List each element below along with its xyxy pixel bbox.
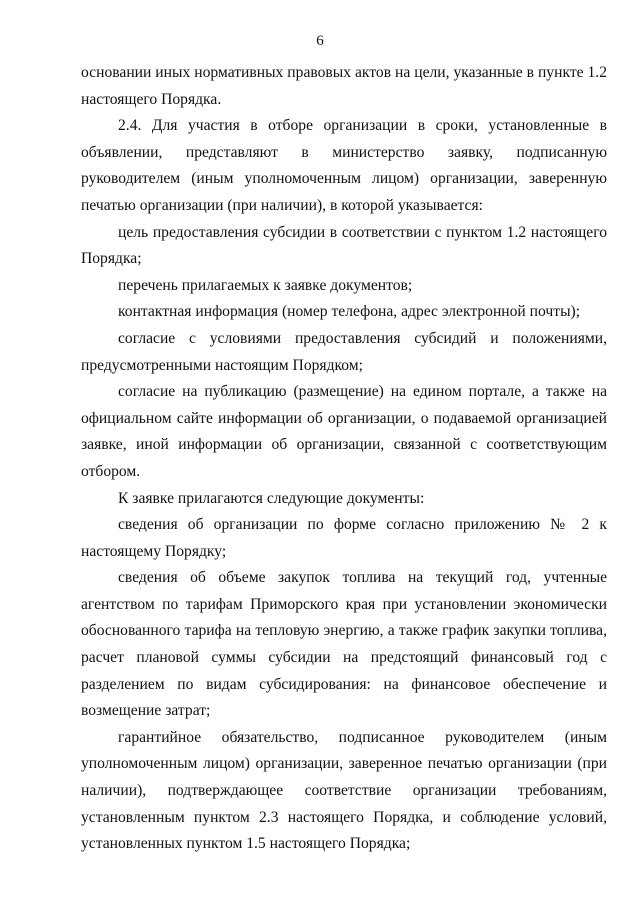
page-number: 6 xyxy=(316,33,324,49)
paragraph: основании иных нормативных правовых актов на цели, указанные в пункте 1.2 настоящего Порядка. xyxy=(81,64,607,108)
paragraph: гарантийное обязательство, подписанное руководителем (иным уполномоченным лицом) организации, заверенное печатью организации (при наличии), подтверждающее соответствие организации требованиям, установленным пунктом 2.3 настоящего Порядка, и соблюдение условий, установленных пунктом 1.5 настоящего Порядка; xyxy=(81,728,607,853)
paragraph: согласие с условиями предоставления субсидий и положениями, предусмотренными настоящим Порядком; xyxy=(81,329,607,374)
paragraph: К заявке прилагаются следующие документы: xyxy=(118,489,425,507)
paragraph: сведения об объеме закупок топлива на текущий год, учтенные агентством по тарифам Приморского края при установлении экономически обоснованного тарифа на тепловую энергию, а также график закупки топлива, расчет плановой суммы субсидии на предстоящий финансовый год с разделением по видам субсидирования: на финансовое обеспечение и возмещение затрат; xyxy=(81,569,607,720)
paragraph: согласие на публикацию (размещение) на едином портале, а также на официальном сайте информации об организации, о подаваемой организацией заявке, иной информации об организации, связанной с соответствующим отбором. xyxy=(81,383,607,480)
paragraph: перечень прилагаемых к заявке документов; xyxy=(118,276,413,294)
paragraph: контактная информация (номер телефона, адрес электронной почты); xyxy=(118,303,581,321)
document-body xyxy=(81,60,607,858)
paragraph: сведения об организации по форме согласно приложению № 2 к настоящему Порядку; xyxy=(81,516,607,560)
paragraph: цель предоставления субсидии в соответствии с пунктом 1.2 настоящего Порядка; xyxy=(81,223,607,268)
paragraph: 2.4. Для участия в отборе организации в сроки, установленные в объявлении, представляют в министерство заявку, подписанную руководителем (иным уполномоченным лицом) организации, заверенную печатью организации (при наличии), в которой указывается: xyxy=(81,117,607,214)
